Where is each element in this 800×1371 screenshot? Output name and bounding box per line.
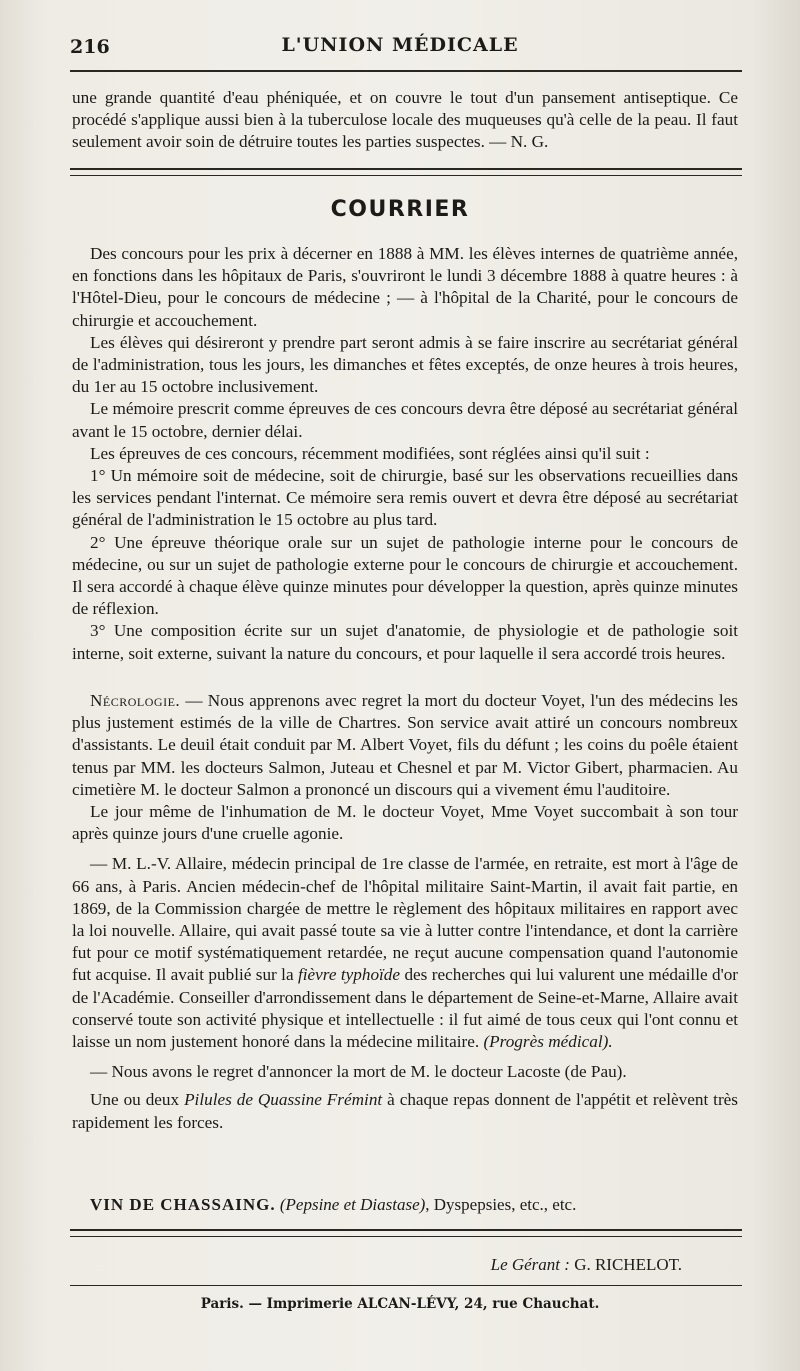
printer-imprint: Paris. — Imprimerie ALCAN-LÉVY, 24, rue Chauchat. (200, 1296, 600, 1312)
necrologie-paragraph-3: — M. L.-V. Allaire, médecin principal de 1re classe de l'armée, en retraite, est mort à l'âge de 66 ans, à Paris. Ancien médecin-chef de l'hôpital militaire Saint-Martin, il avait fait partie, en 1869, de la Commission chargée de mettre le règlement des hôpitaux militaires en rapport avec la loi nouvelle. Allaire, qui avait passé toute sa vie à lutter contre l'intendance, et dont la carrière fut pour ce motif systématiquement retardée, ne reçut aucune compensation quand l'autonomie fut acquise. Il avait publié sur la fièvre typhoïde des recherches qui lui valurent une médaille d'or de l'Académie. Conseiller d'arrondissement dans le département de Seine-et-Marne, Allaire avait conservé toute son activité physique et intellectuelle : il fut aimé de tous ceux qui l'ont connu et laisse un nom justement honoré dans la médecine militaire. (Progrès médical). (72, 854, 739, 1052)
intro-paragraph: une grande quantité d'eau phéniquée, et on couvre le tout d'un pansement antiseptique. Ce procédé s'applique aussi bien à la tuberculose locale des muqueuses qu'à celle de la peau. Il faut seulement avoir soin de détruire toutes les parties suspectes. — N. G. (72, 88, 738, 152)
necrologie-paragraph-4: — Nous avons le regret d'annoncer la mort de M. le docteur Lacoste (de Pau). (90, 1062, 627, 1082)
courrier-paragraph-2: Les élèves qui désireront y prendre part seront admis à se faire inscrire au secrétariat général de l'administration, tous les jours, les dimanches et fêtes exceptés, de onze heures à trois heures, du 1er au 15 octobre inclusivement. (72, 332, 738, 397)
courrier-paragraph-6: 2° Une épreuve théorique orale sur un sujet de pathologie interne pour le concours de médecine, ou sur un sujet de pathologie externe pour le concours de chirurgie et accouchement. Il sera accordé à chaque élève quinze minutes pour développer la question, après quinze minutes de réflexion. (72, 532, 738, 619)
intro-block (72, 87, 738, 154)
gerant-signature: Le Gérant : G. RICHELOT. (490, 1255, 682, 1274)
courrier-paragraph-5: 1° Un mémoire soit de médecine, soit de chirurgie, basé sur les observations recueillies dans les services pendant l'internat. Ce mémoire sera remis ouvert et devra être déposé au secrétariat général de l'administration le 15 octobre au plus tard. (72, 466, 738, 530)
necrologie-body (72, 690, 738, 1134)
source-citation: (Progrès médical). (483, 1032, 613, 1052)
courrier-paragraph-4: Les épreuves de ces concours, récemment modifiées, sont réglées ainsi qu'il suit : (90, 443, 650, 463)
courrier-paragraph-3: Le mémoire prescrit comme épreuves de ces concours devra être déposé au secrétariat général avant le 15 octobre, dernier délai. (72, 399, 738, 441)
page-number: 216 (70, 36, 110, 58)
necrologie-paragraph-2: Le jour même de l'inhumation de M. le docteur Voyet, Mme Voyet succombait à son tour après quinze jours d'une cruelle agonie. (72, 802, 738, 844)
imprint-rule (70, 1285, 742, 1286)
footer-rule-bottom (70, 1236, 742, 1237)
courrier-paragraph-7: 3° Une composition écrite sur un sujet d'anatomie, de physiologie et de pathologie soit interne, soit externe, suivant la nature du concours, et pour laquelle il sera accordé trois heures. (72, 621, 738, 663)
section-rule-top (70, 168, 742, 170)
courrier-body (72, 243, 738, 665)
section-title: COURRIER (330, 197, 470, 222)
section-rule-bottom (70, 175, 742, 176)
header-rule (70, 70, 742, 72)
advert-vin: VIN DE CHASSAING. (Pepsine et Diastase), Dyspepsies, etc., etc. (90, 1195, 577, 1214)
necrologie-paragraph-1: Nécrologie. — Nous apprenons avec regret la mort du docteur Voyet, l'un des médecins les plus justement estimés de la ville de Chartres. Son service avait attiré un concours nombreux d'assistants. Le deuil était conduit par M. Albert Voyet, fils du défunt ; les coins du poêle étaient tenus par MM. les docteurs Salmon, Juteau et Chesnel et par M. Victor Gibert, pharmacien. Au cimetière M. le docteur Salmon a prononcé un discours qui a vivement ému l'auditoire. (72, 691, 738, 799)
running-title: L'UNION MÉDICALE (281, 34, 519, 56)
advert-pilules: Une ou deux Pilules de Quassine Frémint à chaque repas donnent de l'appétit et relèvent très rapidement les forces. (72, 1090, 738, 1132)
necrologie-label: Nécrologie. (90, 691, 181, 710)
footer-rule-top (70, 1229, 742, 1231)
courrier-paragraph-1: Des concours pour les prix à décerner en 1888 à MM. les élèves internes de quatrième année, en fonctions dans les hôpitaux de Paris, s'ouvriront le lundi 3 décembre 1888 à quatre heures : à l'Hôtel-Dieu, pour le concours de médecine ; — à l'hôpital de la Charité, pour le concours de chirurgie et accouchement. (72, 244, 738, 330)
